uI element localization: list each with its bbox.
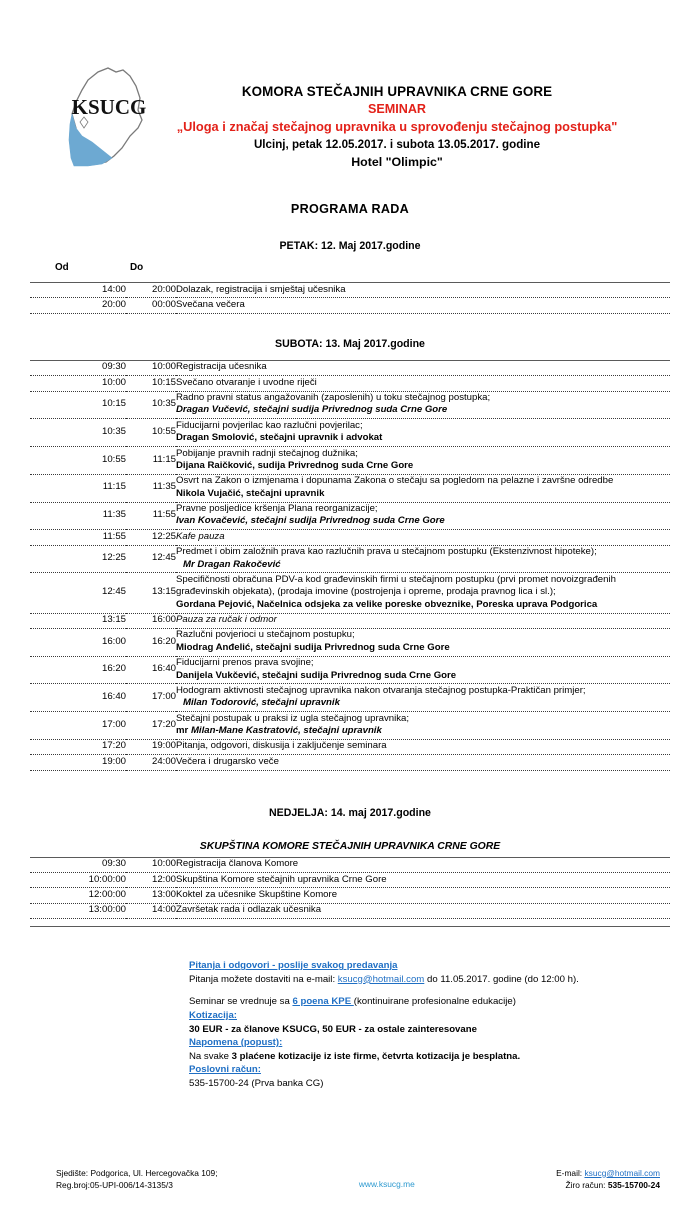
cell-time-from: 20:00 [30, 298, 126, 313]
topic-text: Stečajni postupak u praksi iz ugla stečajnog upravnika; [176, 712, 410, 724]
cell-description [176, 873, 670, 888]
topic-text: Svečano otvaranje i uvodne riječi [176, 376, 317, 388]
topic-text: Završetak rada i odlazak učesnika [176, 904, 322, 916]
cell-time-to: 24:00 [126, 755, 176, 770]
topic-text: Skupština Komore stečajnih upravnika Crne Gore [176, 873, 387, 885]
footer-account-value: 535-15700-24 [607, 1180, 660, 1191]
cell-time-to: 16:40 [126, 656, 176, 684]
cell-time-from: 10:15 [30, 391, 126, 419]
cell-description [176, 283, 670, 298]
cell-time-from: 16:00 [30, 628, 126, 656]
table-row [30, 360, 670, 375]
table-row [30, 419, 670, 447]
qa-heading-row [189, 959, 670, 973]
cell-time-from: 17:00 [30, 712, 126, 740]
cell-time-to: 17:20 [126, 712, 176, 740]
speaker-name: Danijela Vukčević, stečajni sudija Privrednog suda Crne Gore [176, 669, 457, 681]
cell-time-to: 14:00 [126, 903, 176, 918]
table-row [30, 391, 670, 419]
program-title: PROGRAMA RADA [290, 202, 410, 216]
cell-description [176, 712, 670, 740]
napomena-heading-row [189, 1036, 670, 1050]
cell-time-from: 12:45 [30, 573, 126, 613]
cell-time-from: 13:00:00 [30, 903, 126, 918]
cell-description [176, 447, 670, 475]
cell-time-to: 00:00 [126, 298, 176, 313]
cell-description [176, 573, 670, 613]
schedule-days [30, 240, 670, 927]
cell-description [176, 298, 670, 313]
table-row [30, 298, 670, 313]
schedule-table [30, 262, 670, 314]
racun-heading-row [189, 1063, 670, 1077]
table-row [30, 545, 670, 573]
table-row [30, 656, 670, 684]
cell-time-to: 11:15 [126, 447, 176, 475]
column-header-od: Od [55, 262, 69, 273]
topic-text: Pitanja, odgovori, diskusija i zaključenje seminara [176, 740, 387, 752]
footer-email-label: E-mail: [556, 1167, 585, 1178]
cell-time-from: 16:20 [30, 656, 126, 684]
speaker-name: Dragan Vučević, stečajni sudija Privrednog suda Crne Gore [176, 404, 448, 416]
cell-time-to: 12:45 [126, 545, 176, 573]
qa-line-post: do 11.05.2017. godine (do 12:00 h). [424, 973, 579, 985]
cell-time-to: 10:00 [126, 857, 176, 872]
cell-time-to: 13:15 [126, 573, 176, 613]
cell-time-from: 11:55 [30, 530, 126, 545]
cell-time-from: 10:00:00 [30, 873, 126, 888]
topic-text: Registracija učesnika [176, 361, 267, 373]
table-row [30, 573, 670, 613]
footer-reg: Reg.broj:05-UPI-006/14-3135/3 [56, 1180, 173, 1191]
cell-time-to: 17:00 [126, 684, 176, 712]
topic-text: Pauza za ručak i odmor [176, 614, 277, 625]
kotizacija-heading-row [189, 1009, 670, 1023]
organization-title: KOMORA STEČAJNIH UPRAVNIKA CRNE GORE [241, 84, 553, 99]
cell-time-to: 19:00 [126, 739, 176, 754]
cell-time-from: 10:55 [30, 447, 126, 475]
cell-time-to: 16:20 [126, 628, 176, 656]
cell-time-from: 17:20 [30, 739, 126, 754]
cell-description [176, 684, 670, 712]
table-row [30, 903, 670, 918]
napomena-heading: Napomena (popust): [189, 1037, 283, 1049]
cell-description [176, 903, 670, 918]
kpe-row [189, 995, 670, 1009]
topic-text: Predmet i obim založnih prava kao razlučnih prava u stečajnom postupku (Ekstenzivnost hipoteke); [176, 546, 597, 558]
footer-left [30, 1167, 218, 1192]
cell-time-to: 20:00 [126, 283, 176, 298]
cell-description [176, 656, 670, 684]
cell-time-to: 11:35 [126, 474, 176, 502]
table-row [30, 755, 670, 770]
topic-text: Osvrt na Zakon o izmjenama i dopunama Zakona o stečaju sa pogledom na pelazne i završne odredbe [176, 475, 614, 487]
cell-time-to: 13:00 [126, 888, 176, 903]
topic-text: Svečana večera [176, 298, 245, 310]
qa-contact-row [189, 973, 670, 987]
topic-text: Večera i drugarsko veče [176, 755, 279, 767]
cell-time-to: 10:35 [126, 391, 176, 419]
info-block [30, 927, 670, 1090]
cell-description [176, 755, 670, 770]
topic-text: Specifičnosti obračuna PDV-a kod građevinskih firmi u stečajnom postupku (prvi promet novoizgrađenih građevinskih objekata), (prodaja imovine (postrojenja i opreme, prodaja pravnog lica i sl.); [176, 573, 616, 598]
table-row [30, 447, 670, 475]
speaker-name: Miodrag Anđelić, stečajni sudija Privrednog suda Crne Gore [176, 641, 450, 653]
topic-text: Fiducijarni prenos prava svojine; [176, 657, 314, 669]
speaker-name: Mr Dragan Rakočević [183, 558, 281, 570]
table-row [30, 739, 670, 754]
logo-container [30, 62, 148, 172]
table-row [30, 502, 670, 530]
cell-time-from: 13:15 [30, 613, 126, 628]
assembly-title: SKUPŠTINA KOMORE STEČAJNIH UPRAVNIKA CRNE GORE [199, 840, 501, 852]
logo-monogram: KSUCG [71, 95, 147, 119]
day-title: SUBOTA: 13. Maj 2017.godine [275, 337, 425, 350]
speaker-name: Gordana Pejović, Načelnica odsjeka za velike poreske obveznike, Poreska uprava Podgorica [176, 598, 598, 610]
footer-account-label: Žiro račun: [565, 1180, 608, 1191]
table-row [30, 684, 670, 712]
table-row [30, 628, 670, 656]
montenegro-map-icon [68, 62, 150, 172]
cell-time-from: 12:00:00 [30, 888, 126, 903]
cell-description [176, 360, 670, 375]
speaker-name: mr Milan-Mane Kastratović, stečajni upravnik [176, 725, 382, 736]
cell-time-from: 09:30 [30, 360, 126, 375]
table-row [30, 474, 670, 502]
cell-time-from: 09:30 [30, 857, 126, 872]
cell-time-to: 11:55 [126, 502, 176, 530]
footer-center [218, 1167, 557, 1191]
topic-text: Fiducijarni povjerilac kao razlučni povjerilac; [176, 419, 363, 431]
speaker-name: Dijana Raičković, sudija Privrednog suda Crne Gore [176, 459, 414, 471]
footer-website-link[interactable]: www.ksucg.me [358, 1178, 415, 1189]
topic-text: Radno pravni status angažovanih (zaposlenih) u toku stečajnog postupka; [176, 392, 491, 403]
cell-time-from: 10:00 [30, 376, 126, 391]
table-row [30, 613, 670, 628]
table-row [30, 530, 670, 545]
cell-time-from: 12:25 [30, 545, 126, 573]
table-row [30, 888, 670, 903]
topic-text: Kafe pauza [176, 530, 225, 542]
cell-time-to: 16:00 [126, 613, 176, 628]
speaker-name: Dragan Smolović, stečajni upravnik i advokat [176, 432, 383, 444]
cell-description [176, 628, 670, 656]
seminar-place-dates: Ulcinj, petak 12.05.2017. i subota 13.05.2017. godine [253, 138, 541, 152]
table-row [30, 376, 670, 391]
topic-text: Razlučni povjerioci u stečajnom postupku; [176, 629, 355, 641]
header-titles [148, 62, 670, 170]
topic-text: Koktel za učesnike Skupštine Komore [176, 888, 338, 900]
table-row [30, 857, 670, 872]
cell-description [176, 391, 670, 419]
column-header-description [176, 262, 670, 283]
cell-description [176, 857, 670, 872]
topic-text: Dolazak, registracija i smještaj učesnika [176, 283, 346, 295]
cell-description [176, 739, 670, 754]
ksucg-logo [68, 62, 150, 172]
cell-time-from: 11:35 [30, 502, 126, 530]
kpe-post: (kontinuirane profesionalne edukacije) [353, 996, 516, 1008]
topic-text: Pravne posljedice kršenja Plana reorganizacije; [176, 503, 378, 514]
napomena-bold: 3 plaćene kotizacije iz iste firme, četvrta kotizacija je besplatna. [231, 1050, 521, 1062]
column-header-do: Do [130, 262, 144, 273]
cell-time-to: 10:15 [126, 376, 176, 391]
cell-time-from: 16:40 [30, 684, 126, 712]
kotizacija-value: 30 EUR - za članove KSUCG, 50 EUR - za ostale zainteresovane [189, 1023, 477, 1035]
racun-value: 535-15700-24 (Prva banka CG) [189, 1078, 324, 1089]
day-title: PETAK: 12. Maj 2017.godine [279, 240, 421, 252]
footer-email-link[interactable]: ksucg@hotmail.com [584, 1167, 660, 1178]
cell-description [176, 419, 670, 447]
cell-time-from: 14:00 [30, 283, 126, 298]
schedule-table [30, 857, 670, 920]
day-title: NEDJELJA: 14. maj 2017.godine [269, 806, 431, 819]
cell-description [176, 545, 670, 573]
table-header-row [30, 262, 670, 283]
qa-email-link[interactable]: ksucg@hotmail.com [337, 973, 425, 985]
topic-text: Registracija članova Komore [176, 858, 299, 870]
qa-heading: Pitanja i odgovori - poslije svakog predavanja [189, 960, 398, 972]
cell-description [176, 474, 670, 502]
napomena-row [189, 1050, 670, 1064]
seminar-label: SEMINAR [367, 102, 427, 117]
speaker-title-prefix: mr [176, 725, 191, 736]
topic-text: Pobijanje pravnih radnji stečajnog dužnika; [176, 447, 358, 459]
kpe-pre: Seminar se vrednuje sa [189, 996, 293, 1008]
cell-time-to: 12:25 [126, 530, 176, 545]
speaker-name: Milan Todorović, stečajni upravnik [183, 697, 340, 709]
cell-time-from: 11:15 [30, 474, 126, 502]
seminar-subject: „Uloga i značaj stečajnog upravnika u sprovođenju stečajnog postupka" [176, 118, 618, 134]
table-row [30, 873, 670, 888]
speaker-name: Ivan Kovačević, stečajni sudija Privrednog suda Crne Gore [176, 515, 445, 527]
table-row [30, 283, 670, 298]
cell-time-to: 12:00 [126, 873, 176, 888]
kotizacija-heading: Kotizacija: [189, 1009, 237, 1021]
document-header [30, 0, 670, 172]
table-row [30, 712, 670, 740]
cell-time-to: 10:00 [126, 360, 176, 375]
cell-description [176, 888, 670, 903]
cell-description [176, 530, 670, 545]
kpe-link[interactable]: 6 poena KPE [292, 996, 354, 1008]
cell-time-from: 10:35 [30, 419, 126, 447]
speaker-name: Nikola Vujačić, stečajni upravnik [176, 487, 325, 499]
cell-time-to: 10:55 [126, 419, 176, 447]
footer-email-row [556, 1167, 660, 1180]
topic-text: Hodogram aktivnosti stečajnog upravnika nakon otvaranja stečajnog postupka-Praktičan primjer; [176, 684, 586, 696]
racun-heading: Poslovni račun: [189, 1064, 261, 1076]
footer-right [556, 1167, 670, 1192]
page-footer [30, 1167, 670, 1192]
info-spacer [189, 986, 670, 995]
qa-line-pre: Pitanja možete dostaviti na e-mail: [189, 973, 338, 985]
seminar-hotel: Hotel "Olimpic" [351, 155, 443, 170]
schedule-table [30, 360, 670, 771]
cell-time-from: 19:00 [30, 755, 126, 770]
cell-description [176, 613, 670, 628]
footer-address: Sjedište: Podgorica, Ul. Hercegovačka 109; [56, 1167, 218, 1178]
napomena-pre: Na svake [189, 1050, 232, 1062]
footer-account-row [556, 1179, 660, 1192]
cell-description [176, 376, 670, 391]
cell-description [176, 502, 670, 530]
